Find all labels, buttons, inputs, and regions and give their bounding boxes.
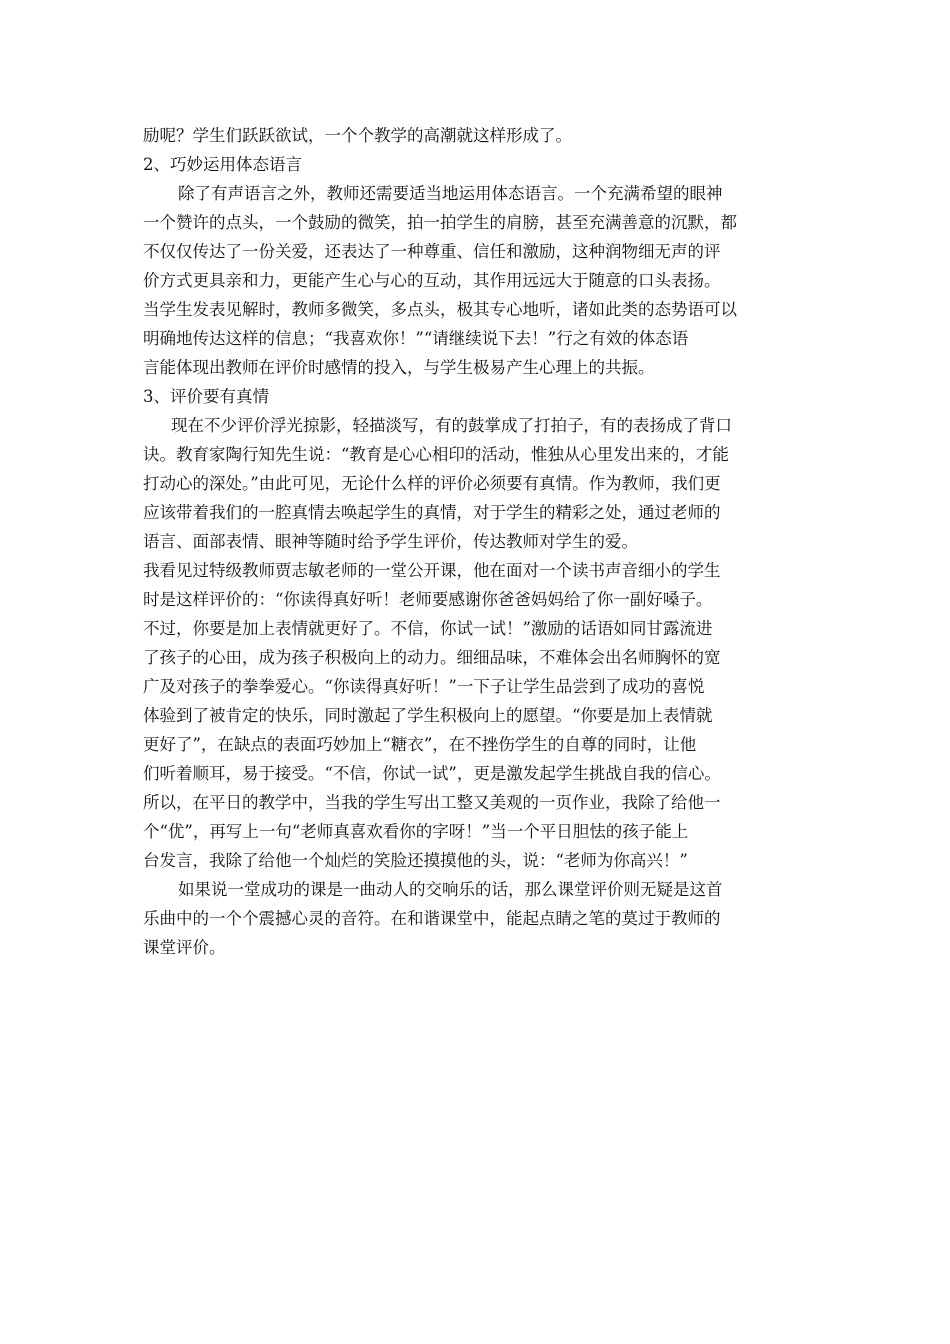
paragraph-line: 体验到了被肯定的快乐，同时激起了学生积极向上的愿望。“你要是加上表情就 xyxy=(143,706,713,725)
paragraph-line: 言能体现出教师在评价时感情的投入，与学生极易产生心理上的共振。 xyxy=(143,358,655,377)
paragraph-line: 明确地传达这样的信息；“我喜欢你！”“请继续说下去！”行之有效的体态语 xyxy=(143,329,689,348)
paragraph-line: 更好了”，在缺点的表面巧妙加上“糖衣”，在不挫伤学生的自尊的同时，让他 xyxy=(143,735,697,754)
paragraph-line: 诀。教育家陶行知先生说：“教育是心心相印的活动，惟独从心里发出来的，才能 xyxy=(143,445,729,464)
paragraph-line: 我看见过特级教师贾志敏老师的一堂公开课，他在面对一个读书声音细小的学生 xyxy=(143,561,721,580)
paragraph-line: 当学生发表见解时，教师多微笑，多点头，极其专心地听，诸如此类的态势语可以 xyxy=(143,300,737,319)
paragraph-line: 时是这样评价的：“你读得真好听！老师要感谢你爸爸妈妈给了你一副好嗓子。 xyxy=(143,590,713,609)
paragraph-line: 打动心的深处。”由此可见，无论什么样的评价必须要有真情。作为教师，我们更 xyxy=(143,474,721,493)
paragraph-line: 不过，你要是加上表情就更好了。不信，你试一试！”激励的话语如同甘露流进 xyxy=(143,619,713,638)
paragraph-line: 不仅仅传达了一份关爱，还表达了一种尊重、信任和激励，这种润物细无声的评 xyxy=(143,242,721,261)
paragraph-line: 个“优”，再写上一句“老师真喜欢看你的字呀！”当一个平日胆怯的孩子能上 xyxy=(143,822,689,841)
paragraph-line: 价方式更具亲和力，更能产生心与心的互动，其作用远远大于随意的口头表扬。 xyxy=(143,271,721,290)
paragraph-line: 除了有声语言之外，教师还需要适当地运用体态语言。一个充满希望的眼神 xyxy=(178,184,723,203)
paragraph-line: 励呢？学生们跃跃欲试，一个个教学的高潮就这样形成了。 xyxy=(143,126,572,145)
paragraph-line: 如果说一堂成功的课是一曲动人的交响乐的话，那么课堂评价则无疑是这首 xyxy=(178,880,723,899)
paragraph-line: 广及对孩子的拳拳爱心。“你读得真好听！”一下子让学生品尝到了成功的喜悦 xyxy=(143,677,705,696)
paragraph-line: 了孩子的心田，成为孩子积极向上的动力。细细品味，不难体会出名师胸怀的宽 xyxy=(143,648,721,667)
paragraph-line: 语言、面部表情、眼神等随时给予学生评价，传达教师对学生的爱。 xyxy=(143,532,638,551)
paragraph-line: 一个赞许的点头，一个鼓励的微笑，拍一拍学生的肩膀，甚至充满善意的沉默，都 xyxy=(143,213,737,232)
paragraph-line: 们听着顺耳，易于接受。“不信，你试一试”，更是激发起学生挑战自我的信心。 xyxy=(143,764,721,783)
paragraph-line: 课堂评价。 xyxy=(143,938,226,957)
document-body xyxy=(143,121,809,962)
paragraph-line: 应该带着我们的一腔真情去唤起学生的真情，对于学生的精彩之处，通过老师的 xyxy=(143,503,721,522)
paragraph-line: 所以，在平日的教学中，当我的学生写出工整又美观的一页作业，我除了给他一 xyxy=(143,793,721,812)
paragraph-line: 现在不少评价浮光掠影，轻描淡写，有的鼓掌成了打拍子，有的表扬成了背口 xyxy=(171,416,732,435)
section-heading: 2、巧妙运用体态语言 xyxy=(143,155,302,174)
paragraph-line: 乐曲中的一个个震撼心灵的音符。在和谐课堂中，能起点睛之笔的莫过于教师的 xyxy=(143,909,721,928)
paragraph-line: 台发言，我除了给他一个灿烂的笑脸还摸摸他的头，说：“老师为你高兴！” xyxy=(143,851,688,870)
section-heading: 3、评价要有真情 xyxy=(143,387,269,406)
